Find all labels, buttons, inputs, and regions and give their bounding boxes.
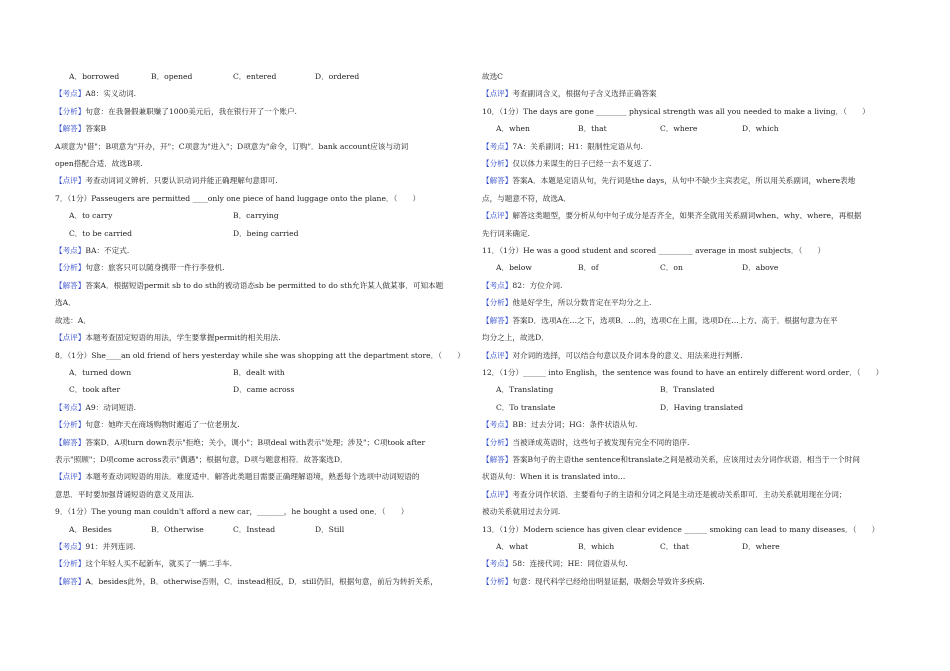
answer-option: C．on (660, 263, 683, 273)
question-line (482, 364, 897, 381)
section-text: 对介词的选择，可以结合句意以及介词本身的意义、用法来进行判断. (512, 350, 743, 360)
text-line: 点，与题意不符，故选A． (482, 193, 572, 203)
answer-option: B．of (578, 263, 599, 273)
section-tag: 【解答】 (482, 454, 513, 464)
analysis-line (482, 207, 897, 224)
answer-option: A．what (496, 541, 529, 551)
answer-option: B．which (578, 541, 615, 551)
section-tag: 【解答】 (482, 176, 513, 186)
answer-option: B．that (578, 124, 607, 134)
answer-option: D．where (742, 541, 780, 551)
section-tag: 【分析】 (482, 437, 513, 447)
section-text: 答案B句子的主语the sentence和translate之间是被动关系，应该用过去分词作状语．相当于一个时间 (512, 454, 860, 464)
section-text: 答案A．根据短语permit sb to do sth的被动语态sb be permitted to do sth允许某人做某事．可知本题 (85, 280, 444, 290)
section-tag: 【点评】 (55, 472, 86, 482)
text-line: 意思．平时要加强背诵短语的意义及用法. (55, 489, 195, 499)
analysis-line (482, 294, 897, 311)
answer-option: D．came across (233, 385, 295, 395)
analysis-line (55, 329, 470, 346)
analysis-line (482, 434, 897, 451)
text-line: open搭配合适．故选B项. (55, 159, 143, 169)
option-row (55, 207, 470, 224)
section-tag: 【考点】 (55, 541, 86, 551)
analysis-line (482, 138, 897, 155)
option-row (55, 381, 470, 398)
answer-option: C．To translate (496, 402, 556, 412)
analysis-line (55, 277, 470, 294)
section-text: 答案B (85, 124, 107, 134)
analysis-line (482, 155, 897, 172)
question-text: （1分）The days are gone ________ physical strength was all you needed to make a living．（ ） (499, 106, 870, 116)
analysis-line (55, 120, 470, 137)
option-row (55, 364, 470, 381)
answer-option: C．where (660, 124, 698, 134)
option-row (55, 225, 470, 242)
answer-option: D．above (742, 263, 779, 273)
section-text: BB：过去分词；HG：条件状语从句. (512, 420, 638, 430)
section-text: 58：连接代词；HE：同位语从句. (512, 559, 628, 569)
section-text: 答案D．A项turn down表示"拒绝；关小，调小"；B项deal with表示"处理；涉及"；C项took after (85, 437, 426, 447)
analysis-line (55, 103, 470, 120)
answer-option: C．to be carried (69, 228, 133, 238)
answer-option: A．Besides (69, 524, 112, 534)
question-line (482, 103, 897, 120)
question-number: 11． (482, 246, 500, 256)
section-text: 句意：她昨天在商场购物时邂逅了一位老朋友. (85, 420, 240, 430)
answer-option: C．took after (69, 385, 121, 395)
section-text: 他是好学生，所以分数肯定在平均分之上. (512, 298, 652, 308)
section-tag: 【点评】 (55, 176, 86, 186)
analysis-line (55, 399, 470, 416)
answer-option: D．being carried (233, 228, 299, 238)
answer-option: A．borrowed (69, 72, 120, 81)
answer-option: A．below (496, 263, 532, 273)
section-tag: 【分析】 (482, 159, 513, 169)
analysis-line (55, 242, 470, 259)
question-number: 9． (55, 507, 68, 517)
section-tag: 【分析】 (55, 263, 86, 273)
section-text: 当被译成英语时，这些句子被发现有完全不同的语序. (512, 437, 690, 447)
section-text: A．besides此外，B．otherwise否则，C．instead相反，D．still仍旧，根据句意，前后为转折关系， (85, 576, 438, 586)
analysis-line (482, 277, 897, 294)
section-text: 这个年轻人买不起新车，就买了一辆二手车. (85, 559, 233, 569)
analysis-line (482, 573, 897, 590)
answer-option: A．turned down (69, 367, 132, 377)
text-line: A项意为"借"；B项意为"开办，开"；C项意为"进入"；D项意为"命令，订购"．bank account应该与动词 (55, 141, 409, 151)
section-text: 本题考查固定短语的用法，学生要掌握permit的相关用法. (85, 333, 281, 343)
text-line: 状语从句：When it is translated into… (482, 472, 626, 482)
section-tag: 【点评】 (482, 489, 513, 499)
question-text: （1分）The young man couldn't afford a new car，_______，he bought a used one．（ ） (67, 507, 409, 517)
question-number: 8． (55, 350, 68, 360)
section-tag: 【考点】 (482, 141, 513, 151)
analysis-line (482, 85, 897, 102)
section-tag: 【考点】 (482, 420, 513, 430)
section-tag: 【解答】 (55, 124, 86, 134)
answer-option: D．ordered (315, 72, 360, 81)
question-text: （1分）______ into English，the sentence was found to have an entirely different word order．（ ） (499, 367, 884, 377)
option-row (55, 68, 470, 85)
answer-option: D．Still (315, 524, 345, 534)
answer-option: B．Otherwise (151, 524, 204, 534)
section-tag: 【考点】 (55, 246, 86, 256)
analysis-line (482, 312, 897, 329)
left-column (55, 68, 470, 590)
section-text: 考查副词含义，根据句子含义选择正确答案 (512, 89, 657, 99)
section-text: A9：动词短语. (85, 402, 137, 412)
section-tag: 【解答】 (482, 315, 513, 325)
question-text: （1分）Modern science has given clear evidence ______ smoking can lead to many diseases．（ ） (499, 524, 880, 534)
section-text: 本题考查动词短语的用法．难度适中．解答此类题目需要正确理解语境，熟悉每个选项中动词短语的 (85, 472, 420, 482)
section-tag: 【分析】 (55, 420, 86, 430)
section-text: 句意：在我暑假兼职赚了1000美元后，我在银行开了一个账户. (85, 106, 297, 116)
question-number: 13． (482, 524, 500, 534)
question-line (55, 347, 470, 364)
question-line (482, 521, 897, 538)
text-line: 故选C (482, 72, 503, 81)
text-line: 被动关系就用过去分词. (482, 507, 561, 517)
analysis-line (55, 538, 470, 555)
text-line: 表示"照顾"；D项come across表示"偶遇"；根据句意，D项与题意相符．故答案选D． (55, 454, 348, 464)
section-tag: 【考点】 (55, 89, 86, 99)
text-line: 均分之上，故选D． (482, 333, 549, 343)
section-tag: 【分析】 (482, 576, 513, 586)
question-text: （1分）She____an old friend of hers yesterday while she was shopping att the department store．（ ） (67, 350, 465, 360)
analysis-line (55, 434, 470, 451)
option-row (482, 120, 897, 137)
analysis-line (55, 416, 470, 433)
section-text: 仅以体力来谋生的日子已经一去不复返了. (512, 159, 652, 169)
analysis-line (482, 416, 897, 433)
analysis-line (55, 172, 470, 189)
answer-option: C．entered (233, 72, 277, 81)
text-line: 先行词来确定. (482, 228, 530, 238)
analysis-line (55, 468, 470, 485)
question-number: 10． (482, 106, 500, 116)
text-line: 故选：A． (55, 315, 91, 325)
section-tag: 【点评】 (482, 89, 513, 99)
section-text: A8：实义动词. (85, 89, 137, 99)
section-tag: 【点评】 (482, 211, 513, 221)
section-text: 答案A．本题是定语从句，先行词是the days，从句中不缺少主宾表定，所以用关系副词，where表地 (512, 176, 856, 186)
section-tag: 【分析】 (482, 298, 513, 308)
section-text: 考查动词词义辨析．只要认识动词并能正确理解句意即可. (85, 176, 278, 186)
question-line (55, 190, 470, 207)
option-row (482, 538, 897, 555)
section-text: 91：并列连词. (85, 541, 136, 551)
right-column (482, 68, 897, 590)
section-tag: 【点评】 (482, 350, 513, 360)
text-line: 选A． (55, 298, 76, 308)
section-text: 句意：旅客只可以随身携带一件行李登机. (85, 263, 225, 273)
question-line (55, 503, 470, 520)
question-text: （1分）Passeugers are permitted ____only one piece of hand luggage onto the plane．（ ） (67, 193, 421, 203)
section-text: 考查分词作状语．主要看句子的主语和分词之间是主动还是被动关系即可．主动关系就用现在分词； (512, 489, 847, 499)
section-tag: 【考点】 (55, 402, 86, 412)
answer-option: B．carrying (233, 211, 279, 221)
analysis-line (482, 347, 897, 364)
answer-option: D．Having translated (660, 402, 744, 412)
option-row (482, 259, 897, 276)
option-row (482, 381, 897, 398)
option-row (482, 399, 897, 416)
analysis-line (55, 259, 470, 276)
analysis-line (55, 85, 470, 102)
question-number: 12． (482, 367, 500, 377)
analysis-line (55, 555, 470, 572)
section-text: BA：不定式. (85, 246, 130, 256)
answer-option: C．that (660, 541, 689, 551)
section-tag: 【分析】 (55, 559, 86, 569)
section-text: 句意：现代科学已经给出明显证据，吸烟会导致许多疾病. (512, 576, 705, 586)
analysis-line (482, 172, 897, 189)
answer-option: A．to carry (69, 211, 113, 221)
option-row (55, 521, 470, 538)
section-tag: 【考点】 (482, 280, 513, 290)
answer-option: D．which (742, 124, 779, 134)
answer-option: C．Instead (233, 524, 276, 534)
section-text: 解答这类题型，要分析从句中句子成分是否齐全，如果齐全就用关系副词when、why、where，再根据 (512, 211, 862, 221)
section-tag: 【分析】 (55, 106, 86, 116)
section-tag: 【解答】 (55, 280, 86, 290)
answer-option: B．dealt with (233, 367, 285, 377)
analysis-line (482, 451, 897, 468)
answer-option: A．when (496, 124, 530, 134)
answer-option: B．Translated (660, 385, 715, 395)
question-number: 7． (55, 193, 68, 203)
section-tag: 【考点】 (482, 559, 513, 569)
question-text: （1分）He was a good student and scored _________ average in most subjects．（ ） (499, 246, 826, 256)
section-tag: 【点评】 (55, 333, 86, 343)
section-text: 答案D．选项A在…之下，选项B．…的，选项C在上面，选项D在…上方、高于．根据句意为在平 (512, 315, 838, 325)
section-tag: 【解答】 (55, 576, 86, 586)
section-tag: 【解答】 (55, 437, 86, 447)
analysis-line (482, 555, 897, 572)
answer-option: B．opened (151, 72, 193, 81)
analysis-line (55, 573, 470, 590)
answer-option: A．Translating (496, 385, 554, 395)
section-text: 7A：关系副词；H1：限制性定语从句. (512, 141, 643, 151)
question-line (482, 242, 897, 259)
analysis-line (482, 486, 897, 503)
section-text: 82：方位介词. (512, 280, 563, 290)
